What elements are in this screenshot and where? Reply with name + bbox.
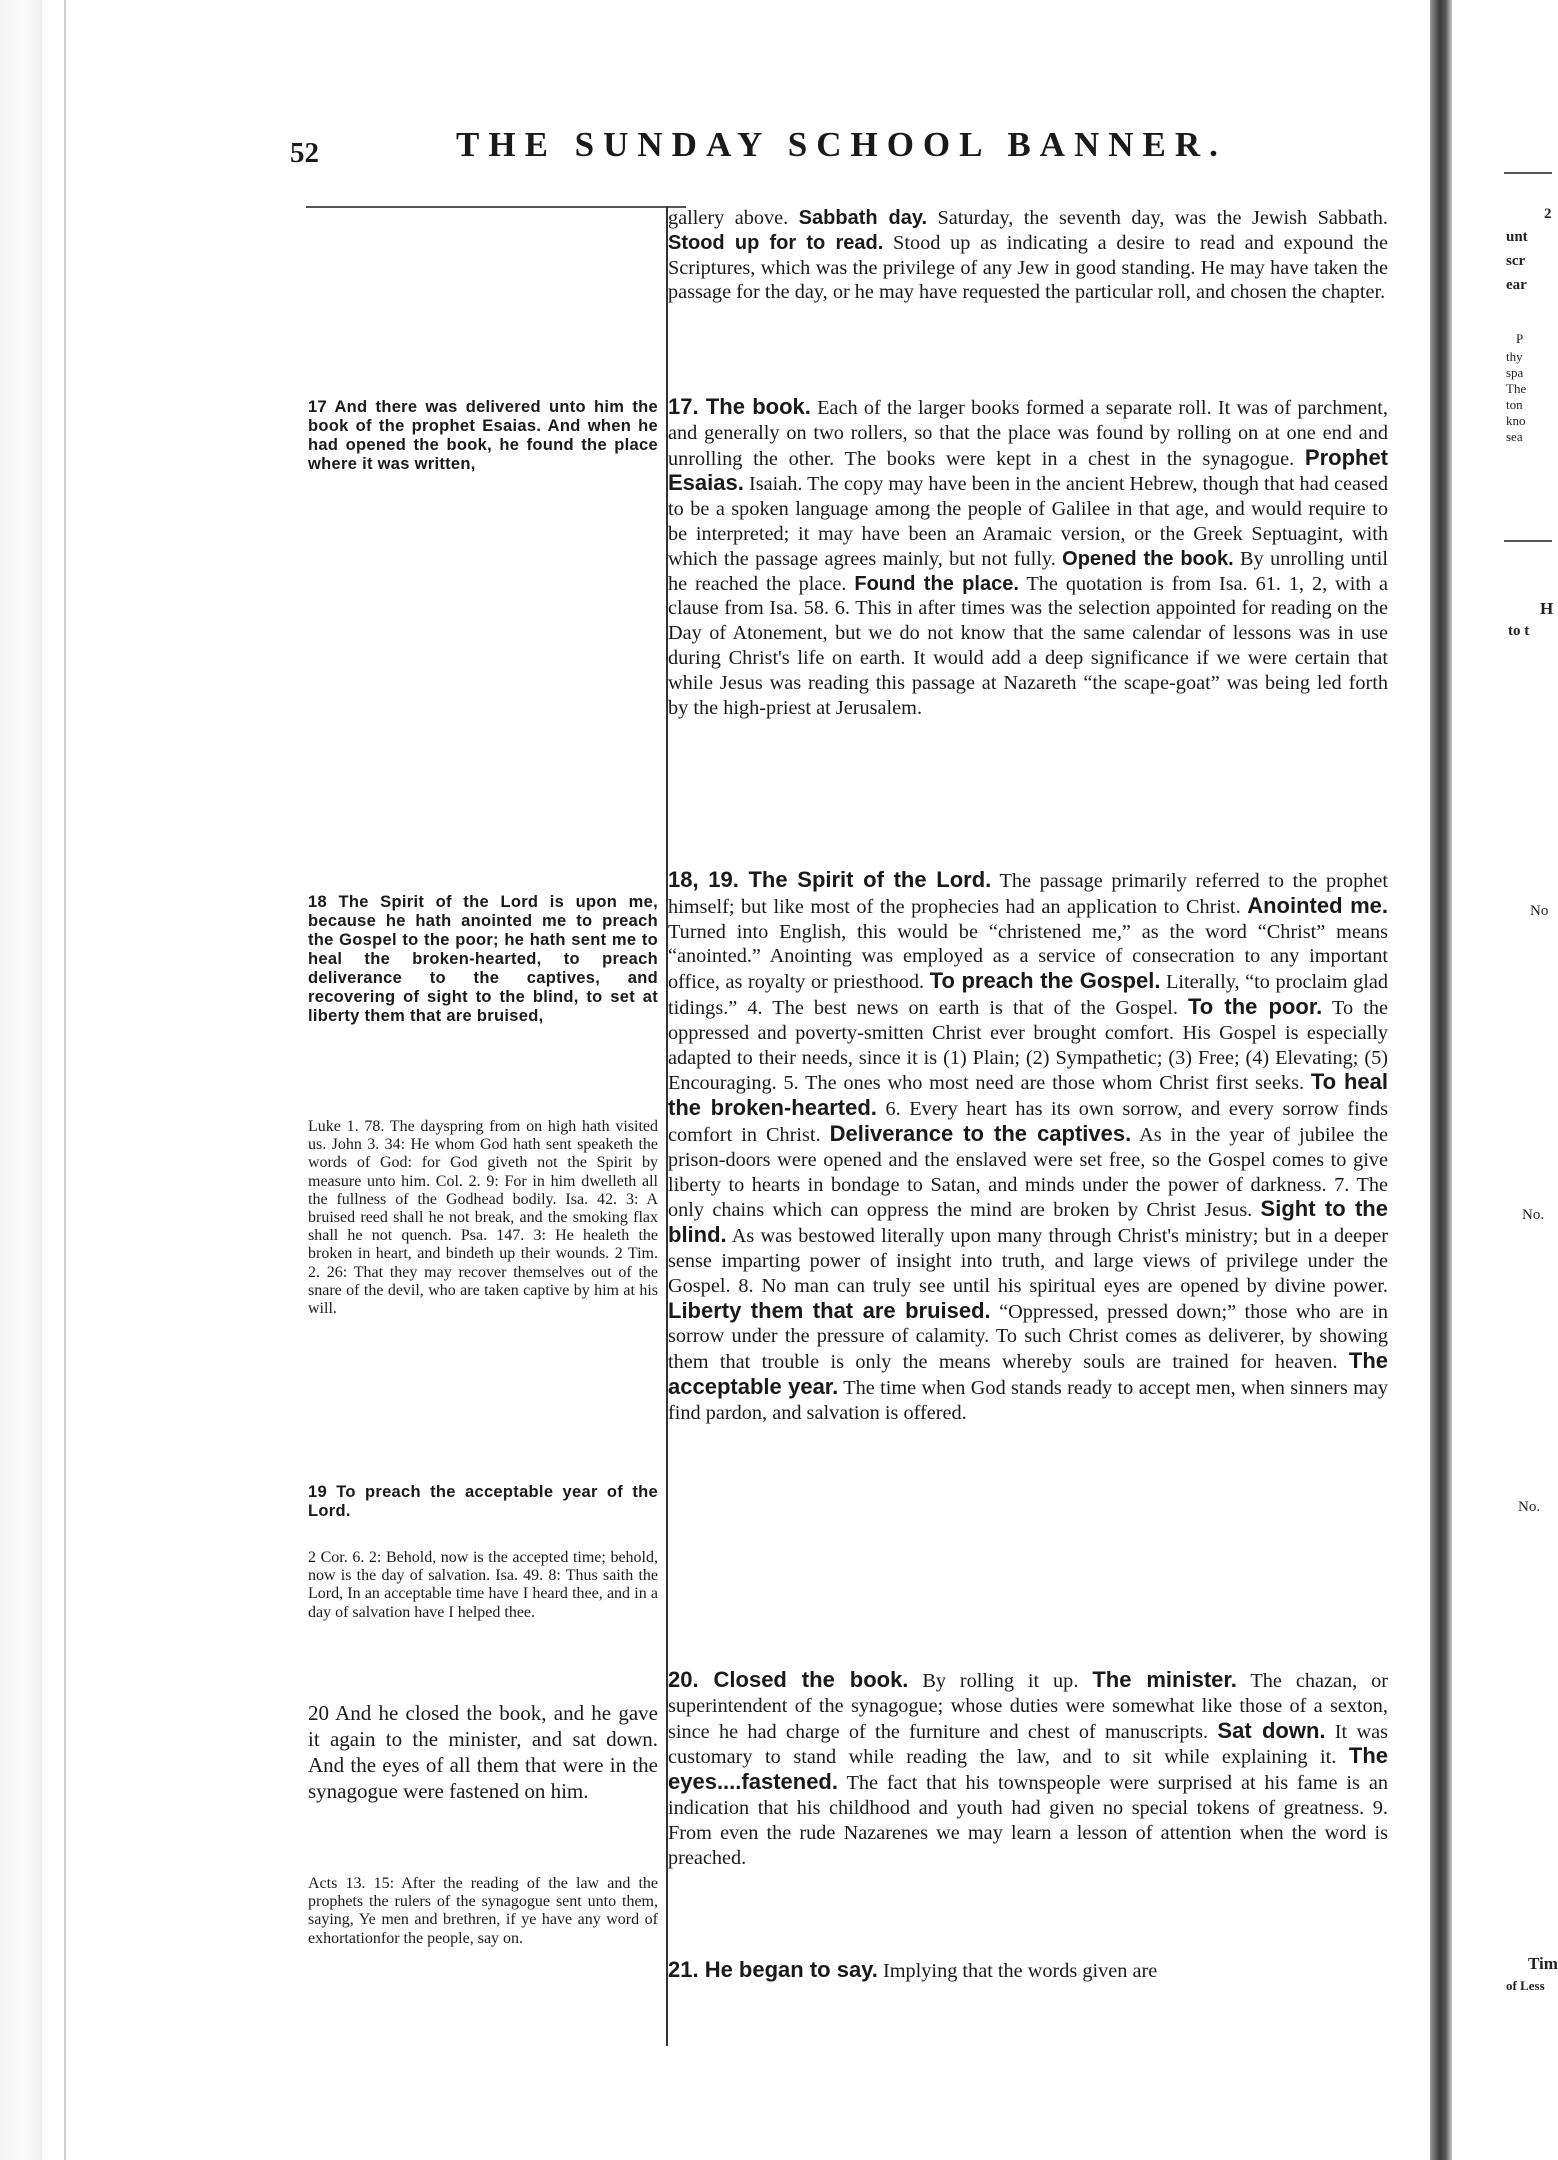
verse-20: 20 And he closed the book, and he gave it again to the minister, and sat down. And the eyes of all them that were in the synagogue were fastened on him.: [308, 1701, 658, 1803]
commentary-text: As in the year of jubilee the prison-doors were opened and the enslaved were set free, so the Gospel comes to give liberty to hearts in bondage to Satan, and minds under the power of darkness. 7. The only chains which can oppress the mind are broken by Christ Jesus.: [668, 1123, 1389, 1222]
commentary-verse-21: [668, 1958, 1388, 1984]
verse-17: 17 And there was delivered unto him the book of the prophet Esaias. And when he had opened the book, he found the place where it was written,: [308, 398, 658, 473]
running-title: THE SUNDAY SCHOOL BANNER.: [456, 125, 1227, 164]
commentary-text: “Oppressed, pressed down;” those who are in sorrow under the pressure of calamity. To such Christ comes as deliverer, by showing them that trouble is only the means whereby souls are trained for heaven.: [668, 1300, 1389, 1374]
commentary-text: By rolling it up.: [922, 1670, 1079, 1692]
commentary-heading: Sight to the blind.: [668, 1196, 1388, 1248]
commentary-heading: 21. He began to say.: [668, 1957, 878, 1982]
commentary-heading: Prophet Esaias.: [668, 444, 1389, 496]
commentary-text: As was bestowed literally upon many through Christ's ministry; but in a deeper sense imparting power of insight into truth, and large views of privilege under the Gospel. 8. No man can truly see until his spiritual eyes are opened by divine power.: [668, 1225, 1388, 1297]
next-page-edge: [1452, 0, 1558, 2160]
next-page-fragment: No.: [1522, 1207, 1545, 1223]
commentary-verses-18-19: [668, 868, 1388, 1426]
binding-edge: [64, 0, 66, 2160]
commentary-text: 6. Every heart has its own sorrow, and every sorrow finds comfort in Christ.: [668, 1098, 1388, 1146]
commentary-text: Implying that the words given are: [882, 1960, 1158, 1982]
commentary-heading: Sabbath day.: [798, 207, 928, 229]
commentary-heading: 20. Closed the book.: [668, 1667, 909, 1692]
next-page-fragment: No: [1530, 903, 1549, 919]
references-verse-20: Acts 13. 15: After the reading of the law and the prophets the rulers of the synagogue sent unto them, saying, Ye men and brethren, if ye have any word of exhortationfor the people, say on.: [308, 1875, 658, 1947]
commentary-heading: To the poor.: [1188, 993, 1323, 1019]
next-page-fragment: 2: [1544, 206, 1552, 222]
commentary-text: To the oppressed and poverty-smitten Christ ever brought comfort. His Gospel is especially adapted to their needs, since it is (1) Plain; (2) Sympathetic; (3) Free; (4) Elevating; (5) Encouraging. 5. The ones who most need are those whom Christ first seeks.: [668, 996, 1388, 1095]
next-page-fragment: No.: [1518, 1499, 1541, 1515]
commentary-heading: The minister.: [1092, 1667, 1237, 1692]
next-page-rule: [1504, 540, 1552, 542]
commentary-heading: The eyes....fastened.: [668, 1743, 1388, 1795]
next-page-fragment: sea: [1506, 429, 1523, 444]
next-page-fragment: to t: [1508, 623, 1530, 639]
commentary-text: By unrolling until he reached the place.: [668, 547, 1388, 595]
commentary-text: The fact that his townspeople were surprised at his fame is an indication that his childhood and youth had given no special tokens of greatness. 9. From even the rude Nazarenes we may learn a lesson of attention when the word is preached.: [668, 1772, 1388, 1869]
commentary-text: gallery above.: [668, 207, 789, 229]
commentary-text: Isaiah. The copy may have been in the ancient Hebrew, though that had ceased to be a spoken language among the people of Galilee in that age, and would require to be interpreted; it may have been an Aramaic version, or the Greek Septuagint, with which the passage agrees mainly, but not fully.: [668, 473, 1388, 570]
next-page-fragment: ton: [1506, 397, 1523, 412]
next-page-fragment: Tim: [1528, 1954, 1558, 1973]
next-page-fragment: P: [1516, 331, 1524, 346]
commentary-heading: 17. The book.: [668, 394, 811, 419]
next-page-fragment: kno: [1506, 413, 1526, 428]
commentary-verse-20: [668, 1668, 1388, 1870]
commentary-text: It was customary to stand while reading the law, and to sit while explaining it.: [668, 1720, 1389, 1769]
commentary-text: The passage primarily referred to the prophet himself; but like most of the prophecies had an application to Christ.: [668, 870, 1388, 918]
commentary-continued: [668, 206, 1388, 305]
references-verse-19: 2 Cor. 6. 2: Behold, now is the accepted time; behold, now is the day of salvation. Isa. 49. 8: Thus saith the Lord, In an acceptable time have I heard thee, and in a day of salvation have I helped thee.: [308, 1549, 658, 1621]
commentary-text: The quotation is from Isa. 61. 1, 2, with a clause from Isa. 58. 6. This in after times was the selection appointed for reading on the Day of Atonement, but we do not know that the same calendar of lessons was in use during Christ's life on earth. It would add a deep significance if we were certain that while Jesus was reading this passage at Nazareth “the scape-goat” was being led forth by the high-priest at Jerusalem.: [668, 572, 1388, 719]
commentary-verse-17: [668, 395, 1388, 720]
commentary-heading: Stood up for to read.: [668, 231, 884, 254]
commentary-heading: To preach the Gospel.: [929, 968, 1161, 994]
commentary-text: Each of the larger books formed a separate roll. It was of parchment, and generally on two rollers, so that the place was found by rolling on at one end and unrolling the other. The books were kept in a chest in the synagogue.: [668, 397, 1388, 470]
next-page-fragment: spa: [1506, 365, 1524, 380]
verse-19: 19 To preach the acceptable year of the Lord.: [308, 1483, 658, 1520]
commentary-heading: To heal the broken-hearted.: [668, 1069, 1388, 1121]
commentary-heading: Found the place.: [854, 572, 1019, 595]
next-page-fragment: ear: [1506, 277, 1527, 293]
next-page-fragment: H: [1540, 599, 1554, 618]
commentary-text: Literally, “to proclaim glad tidings.” 4. The best news on earth is that of the Gospel.: [668, 971, 1388, 1019]
commentary-heading: The acceptable year.: [668, 1348, 1388, 1399]
commentary-heading: Opened the book.: [1062, 547, 1234, 570]
commentary-heading: 18, 19. The Spirit of the Lord.: [668, 867, 992, 892]
header-rule: [306, 206, 686, 208]
binding-gutter: [1430, 0, 1452, 2160]
next-page-fragment: The: [1506, 381, 1527, 396]
commentary-heading: Sat down.: [1217, 1717, 1326, 1743]
next-page-rule: [1504, 172, 1552, 174]
book-spine-margin: [0, 0, 42, 2160]
next-page-fragment: unt: [1506, 229, 1528, 245]
next-page-fragment: thy: [1506, 349, 1523, 364]
commentary-text: Stood up as indicating a desire to read and expound the Scriptures, which was the privilege of any Jew in good standing. He may have taken the passage for the day, or he may have requested the particular roll, and chosen the chapter.: [668, 231, 1388, 304]
commentary-text: Turned into English, this would be “christened me,” as the word “Christ” means “anointed.” Anointing was employed as a service of consecration to any important office, as royalty or priesthood.: [668, 920, 1388, 994]
page-number: 52: [290, 137, 319, 169]
commentary-heading: Deliverance to the captives.: [829, 1120, 1132, 1146]
commentary-text: Saturday, the seventh day, was the Jewish Sabbath.: [937, 207, 1389, 229]
next-page-fragment: of Less: [1506, 1978, 1545, 1993]
verse-18: 18 The Spirit of the Lord is upon me, because he hath anointed me to preach the Gospel to the poor; he hath sent me to heal the broken-hearted, to preach deliverance to the captives, and recovering of sight to the blind, to set at liberty them that are bruised,: [308, 893, 658, 1025]
next-page-fragment: scr: [1506, 253, 1526, 269]
commentary-heading: Anointed me.: [1247, 892, 1388, 918]
references-verse-18: Luke 1. 78. The dayspring from on high hath visited us. John 3. 34: He whom God hath sent speaketh the words of God: for God giveth not the Spirit by measure unto him. Col. 2. 9: For in him dwelleth all the fullness of the Godhead bodily. Isa. 42. 3: A bruised reed shall he not break, and the smoking flax shall he not quench. Psa. 147. 3: He healeth the broken in heart, and bindeth up their wounds. 2 Tim. 2. 26: That they may recover themselves out of the snare of the devil, who are taken captive by him at his will.: [308, 1118, 658, 1318]
commentary-heading: Liberty them that are bruised.: [668, 1297, 991, 1323]
commentary-text: The time when God stands ready to accept men, when sinners may find pardon, and salvation is offered.: [668, 1376, 1388, 1424]
commentary-text: The chazan, or superintendent of the synagogue; whose duties were somewhat like those of a sexton, since he had charge of the furniture and chest of manuscripts.: [668, 1670, 1388, 1743]
